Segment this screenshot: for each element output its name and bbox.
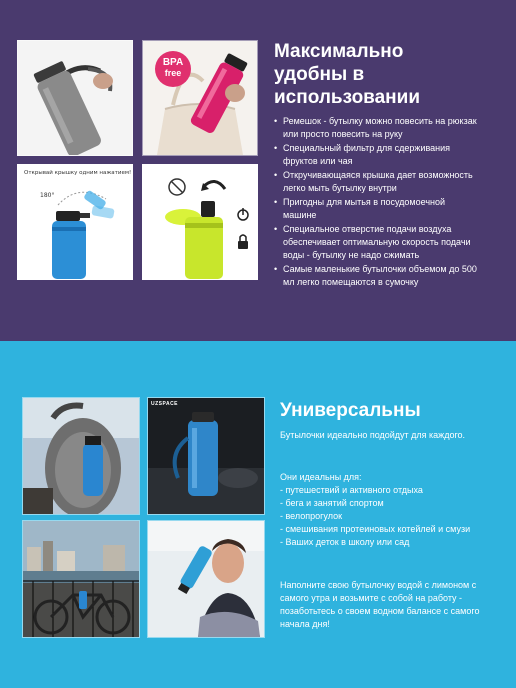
use-item: - смешивания протеиновых котейлей и смузи [280, 524, 471, 534]
lid-caption: Открывай крышку одним нажатием! [24, 170, 132, 176]
photo-bicycle [22, 520, 140, 638]
feature-item: • Специальный фильтр для сдерживания фруктов или чая [274, 142, 479, 168]
feature-item: • Откручивающаяся крышка дает возможность легко мыть бутылку внутри [274, 169, 479, 195]
universal-use-list [280, 484, 480, 549]
photo-lock-lid [142, 164, 258, 280]
badge-line2: free [164, 68, 182, 78]
universal-intro: Бутылочки идеально подойдут для каждого. [280, 430, 466, 440]
photo-car-holder [147, 397, 265, 515]
section-convenience [0, 0, 516, 341]
feature-item: • Самые маленькие бутылочки объемом до 500 мл легко помещаются в сумочку [274, 263, 479, 289]
universal-list-heading: Они идеальны для: [280, 472, 362, 482]
use-item: - бега и занятий спортом [280, 498, 384, 508]
use-item: - Ваших деток в школу или сад [280, 537, 410, 547]
feature-item: • Ремешок - бутылку можно повесить на рюкзак или просто повесить на руку [274, 115, 479, 141]
bpa-free-badge [155, 51, 191, 87]
universal-title: Универсальны [280, 400, 421, 421]
badge-line1: BPA [162, 57, 184, 68]
section-universal [0, 341, 516, 688]
brand-label: UZSPACE [151, 401, 179, 407]
photo-woman-drinking [147, 520, 265, 638]
convenience-feature-list [274, 115, 479, 290]
use-item: - велопрогулок [280, 511, 343, 521]
photo-lid-opening [17, 164, 133, 280]
feature-item: • Пригодны для мытья в посудомоечной машине [274, 196, 479, 222]
photo-bottle-strap [17, 40, 133, 156]
convenience-title: Максимально удобны в использовании [274, 41, 421, 108]
photo-bottle-bag [142, 40, 258, 156]
photo-backpack [22, 397, 140, 515]
feature-item: • Специальное отверстие подачи воздуха обеспечивает оптимальную скорость подачи воды - бутылку не надо сжимать [274, 223, 479, 262]
use-item: - путешествий и активного отдыха [280, 485, 423, 495]
universal-outro: Наполните свою бутылочку водой с лимоном с самого утра и возьмите с собой на работу - позаботьтесь о своем водном балансе с самого начала дня! [280, 580, 480, 629]
angle-label: 180° [40, 192, 55, 199]
